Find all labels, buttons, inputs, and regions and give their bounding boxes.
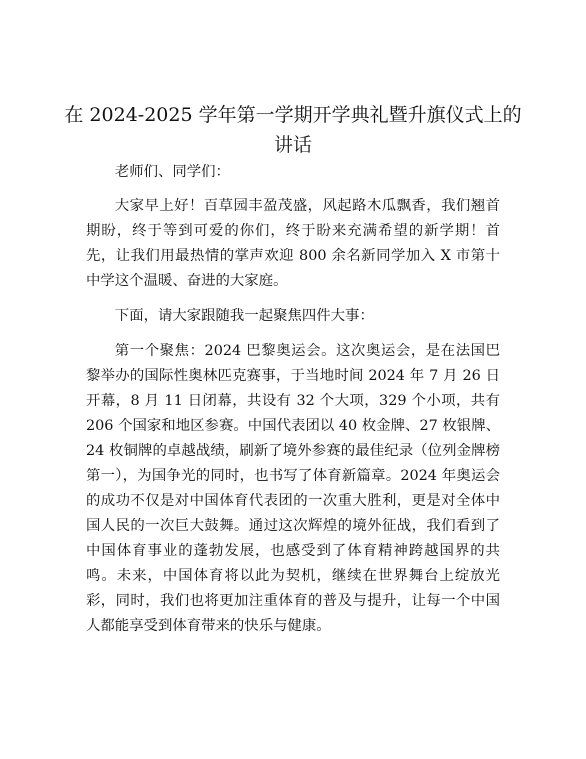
salutation-paragraph: 老师们、同学们： bbox=[114, 164, 230, 180]
greeting-paragraph: 大家早上好！百草园丰盈茂盛，风起路木瓜飘香，我们翘首期盼，终于等到可爱的你们，终于盼来充满希望的新学期！首先，让我们用最热情的掌声欢迎 800 余名新同学加入 X 市第十中学这个温暖、奋进的大家庭。 bbox=[86, 198, 500, 289]
intro-paragraph: 下面，请大家跟随我一起聚焦四件大事： bbox=[114, 308, 374, 324]
document-body bbox=[86, 160, 500, 649]
document-title: 在 2024-2025 学年第一学期开学典礼暨升旗仪式上的讲话 bbox=[64, 104, 522, 156]
olympics-paragraph: 第一个聚焦：2024 巴黎奥运会。这次奥运会，是在法国巴黎举办的国际性奥林匹克赛事，于当地时间 2024 年 7 月 26 日开幕，8 月 11 日闭幕，共设有 32 个大项，329 个小项，共有 206 个国家和地区参赛。中国代表团以 40 枚金牌、27 枚银牌、24 枚铜牌的卓越战绩，刷新了境外参赛的最佳纪录（位列金牌榜第一），为国争光的同时，也书写了体育新篇章。2024 年奥运会的成功不仅是对中国体育代表团的一次重大胜利，更是对全体中国人民的一次巨大鼓舞。通过这次辉煌的境外征战，我们看到了中国体育事业的蓬勃发展，也感受到了体育精神跨越国界的共鸣。未来，中国体育将以此为契机，继续在世界舞台上绽放光彩，同时，我们也将更加注重体育的普及与提升，让每一个中国人都能享受到体育带来的快乐与健康。 bbox=[86, 343, 500, 634]
